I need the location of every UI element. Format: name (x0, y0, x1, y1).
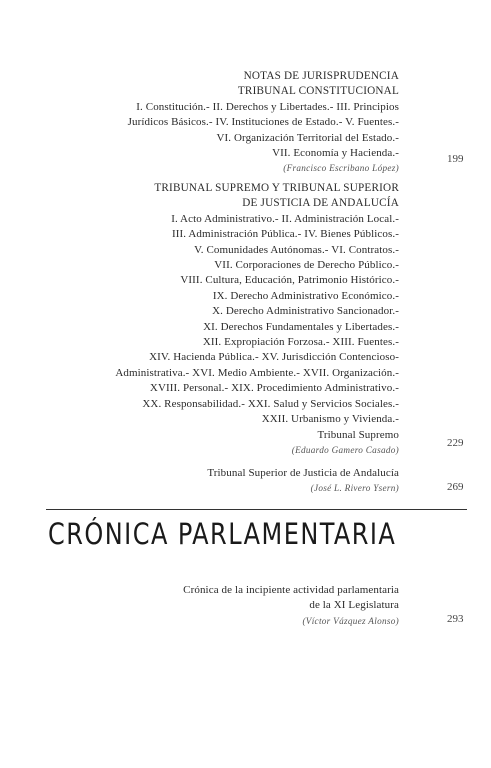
entry-line: Crónica de la incipiente actividad parlamentaria (183, 584, 399, 596)
entry-line: Jurídicos Básicos.- IV. Instituciones de Estado.- V. Fuentes.- (127, 116, 399, 129)
entry-line: XX. Responsabilidad.- XXI. Salud y Servicios Sociales.- (142, 397, 399, 410)
entry-heading: TRIBUNAL SUPREMO Y TRIBUNAL SUPERIOR (154, 182, 399, 194)
entry-subheading: Tribunal Supremo (317, 428, 399, 441)
toc-entry-tsj-andalucia (207, 466, 399, 497)
page-number: 199 (447, 153, 464, 165)
section-divider (46, 509, 467, 510)
page-number: 229 (447, 437, 464, 449)
entry-line: XII. Expropiación Forzosa.- XIII. Fuentes.- (202, 336, 399, 349)
page-number: 293 (447, 613, 464, 625)
entry-line: VII. Economía y Hacienda.- (272, 147, 399, 160)
entry-heading: TRIBUNAL CONSTITUCIONAL (237, 85, 399, 98)
entry-line: VII. Corporaciones de Derecho Público.- (214, 259, 399, 272)
entry-line: XVIII. Personal.- XIX. Procedimiento Administrativo.- (149, 382, 399, 395)
entry-line: IX. Derecho Administrativo Económico.- (212, 289, 399, 302)
entry-heading: DE JUSTICIA DE ANDALUCÍA (242, 197, 399, 210)
page-number: 269 (447, 481, 464, 493)
entry-line: V. Comunidades Autónomas.- VI. Contratos.- (194, 243, 399, 256)
entry-line: XXII. Urbanismo y Vivienda.- (261, 413, 399, 426)
entry-heading: NOTAS DE JURISPRUDENCIA (243, 70, 399, 82)
entry-line: X. Derecho Administrativo Sancionador.- (212, 305, 399, 318)
section-title: CRÓNICA PARLAMENTARIA (48, 517, 397, 551)
entry-line: XIV. Hacienda Pública.- XV. Jurisdicción Contencioso- (149, 351, 399, 364)
entry-line: XI. Derechos Fundamentales y Libertades.- (203, 320, 399, 333)
entry-line: I. Constitución.- II. Derechos y Libertades.- III. Principios (136, 100, 399, 113)
entry-line: VIII. Cultura, Educación, Patrimonio Histórico.- (180, 274, 399, 287)
toc-entry-cronica (183, 583, 399, 629)
entry-author: (José L. Rivero Ysern) (310, 483, 399, 494)
entry-line: VI. Organización Territorial del Estado.- (216, 131, 399, 144)
entry-author: (Francisco Escribano López) (283, 163, 399, 174)
entry-line: Administrativa.- XVI. Medio Ambiente.- XVII. Organización.- (115, 366, 399, 379)
entry-author: (Eduardo Gamero Casado) (291, 444, 399, 455)
toc-entry-jurisprudencia-tc (128, 69, 399, 177)
toc-entry-tribunal-supremo (115, 181, 399, 458)
entry-line: I. Acto Administrativo.- II. Administración Local.- (171, 212, 399, 225)
entry-line: de la XI Legislatura (309, 599, 399, 612)
entry-line: III. Administración Pública.- IV. Bienes Públicos.- (171, 228, 399, 241)
entry-author: (Víctor Vázquez Alonso) (302, 615, 399, 626)
entry-line: Tribunal Superior de Justicia de Andalucía (207, 467, 399, 479)
